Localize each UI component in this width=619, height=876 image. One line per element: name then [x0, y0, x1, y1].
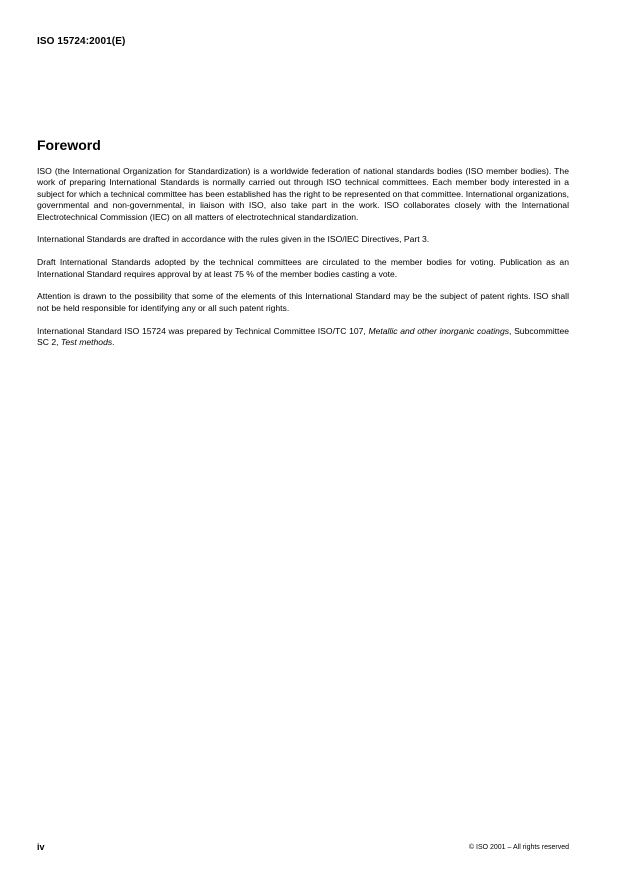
foreword-body: [37, 166, 569, 360]
paragraph-patent-rights: Attention is drawn to the possibility that some of the elements of this International Standard may be the subject of patent rights. ISO shall not be held responsible for identifying any or all such patent rights.: [37, 291, 569, 313]
page-number: iv: [37, 842, 45, 852]
paragraph-iso-overview: ISO (the International Organization for Standardization) is a worldwide federation of national standards bodies (ISO member bodies). The work of preparing International Standards is normally carried out through ISO technical committees. Each member body interested in a subject for which a technical committee has been established has the right to be represented on that committee. International organizations, governmental and non-governmental, in liaison with ISO, also take part in the work. ISO collaborates closely with the International Electrotechnical Commission (IEC) on all matters of electrotechnical standardization.: [37, 166, 569, 222]
committee-name: Metallic and other inorganic coatings: [368, 325, 510, 336]
committee-text-2: , Subcommittee SC 2,: [37, 325, 570, 348]
paragraph-committee: [37, 326, 569, 349]
document-header: ISO 15724:2001(E): [37, 36, 126, 47]
committee-text-3: .: [112, 337, 115, 348]
copyright-notice: © ISO 2001 – All rights reserved: [468, 844, 569, 851]
paragraph-directives: International Standards are drafted in accordance with the rules given in the ISO/IEC Directives, Part 3.: [37, 234, 430, 245]
paragraph-voting: Draft International Standards adopted by the technical committees are circulated to the member bodies for voting. Publication as an International Standard requires approval by at least 75 % of the member bodies casting a vote.: [37, 257, 569, 279]
subcommittee-name: Test methods: [60, 337, 113, 348]
section-title: Foreword: [37, 137, 101, 153]
committee-text-1: International Standard ISO 15724 was prepared by Technical Committee ISO/TC 107,: [37, 325, 369, 336]
